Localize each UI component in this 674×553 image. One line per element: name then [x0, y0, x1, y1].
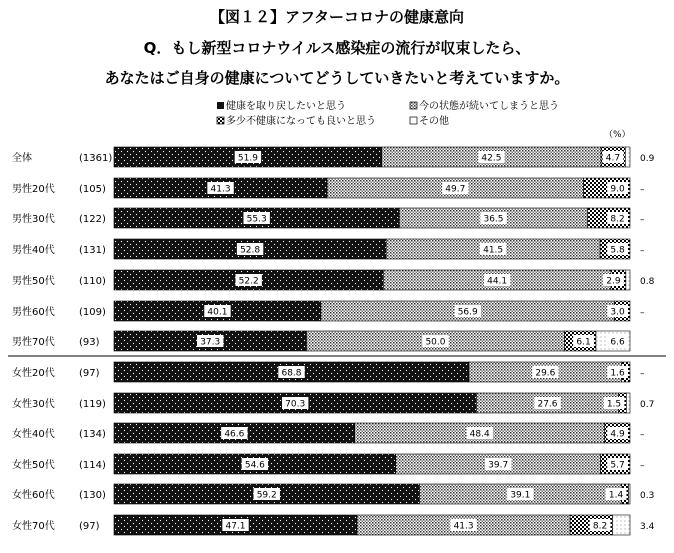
value-label: 5.7: [610, 460, 625, 471]
sample-size-label: (93): [79, 337, 100, 348]
value-label: 56.9: [457, 307, 478, 318]
value-label: 41.3: [210, 184, 231, 195]
category-label: 女性60代: [12, 490, 55, 501]
value-label: 44.1: [487, 276, 508, 287]
other-value-label: –: [640, 215, 645, 225]
value-label: 29.6: [535, 368, 556, 379]
value-label: 4.7: [605, 153, 621, 164]
sample-size-label: (109): [79, 307, 106, 318]
category-label: 男性70代: [12, 337, 55, 348]
value-label: 50.0: [425, 337, 446, 348]
other-value-label: 0.3: [640, 491, 655, 501]
value-label: 52.8: [240, 245, 261, 256]
value-label: 5.8: [610, 245, 625, 256]
value-label: 6.6: [610, 337, 625, 348]
sample-size-label: (110): [79, 276, 106, 287]
legend-swatch-4: [410, 117, 417, 124]
other-value-label: –: [640, 308, 645, 318]
value-label: 2.9: [606, 276, 621, 287]
sample-size-label: (1361): [79, 153, 113, 164]
sample-size-label: (122): [79, 214, 106, 225]
value-label: 59.2: [256, 490, 277, 501]
value-label: 6.1: [576, 337, 591, 348]
category-label: 女性30代: [12, 399, 55, 410]
category-label: 女性20代: [12, 368, 55, 379]
other-value-label: 0.7: [640, 400, 655, 410]
unit-label: （%）: [604, 130, 631, 140]
value-label: 9.0: [610, 184, 625, 195]
sample-size-label: (119): [79, 399, 106, 410]
sample-size-label: (97): [79, 521, 100, 532]
value-label: 49.7: [445, 184, 466, 195]
category-label: 男性30代: [12, 214, 55, 225]
bar-segment-4: [626, 270, 630, 290]
value-label: 39.1: [510, 490, 531, 501]
bar-segment-4: [628, 484, 630, 504]
value-label: 54.6: [244, 460, 265, 471]
value-label: 27.6: [537, 399, 558, 410]
other-value-label: 3.4: [640, 522, 655, 532]
legend-swatch-3: [217, 117, 224, 124]
other-value-label: –: [640, 430, 645, 440]
value-label: 36.5: [483, 214, 504, 225]
legend: [217, 99, 559, 127]
other-value-label: –: [640, 369, 645, 379]
other-value-label: 0.9: [640, 154, 655, 164]
value-label: 1.6: [610, 368, 625, 379]
legend-label-1: 健康を取り戻したいと思う: [226, 101, 346, 112]
value-label: 68.8: [281, 368, 302, 379]
value-label: 1.5: [606, 399, 622, 410]
sample-size-label: (134): [79, 429, 106, 440]
sample-size-label: (105): [79, 184, 106, 195]
value-label: 40.1: [207, 307, 228, 318]
category-label: 女性70代: [12, 521, 55, 532]
other-value-label: 0.8: [640, 277, 655, 287]
category-label: 女性50代: [12, 460, 55, 471]
category-label: 男性60代: [12, 307, 55, 318]
sample-size-label: (97): [79, 368, 100, 379]
value-label: 8.2: [610, 214, 625, 225]
value-label: 48.4: [469, 429, 490, 440]
legend-label-4: その他: [419, 116, 449, 127]
category-label: 全体: [12, 153, 32, 164]
value-label: 37.3: [200, 337, 221, 348]
value-label: 1.4: [608, 490, 624, 501]
category-label: 男性20代: [12, 184, 55, 195]
value-label: 70.3: [285, 399, 306, 410]
value-label: 3.0: [610, 307, 625, 318]
value-label: 46.6: [224, 429, 245, 440]
chart-subtitle-1: Q．もし新型コロナウイルス感染症の流行が収束したら、: [143, 39, 531, 57]
value-label: 55.3: [246, 214, 267, 225]
value-label: 41.3: [453, 521, 474, 532]
category-label: 男性40代: [12, 245, 55, 256]
chart-subtitle-2: あなたはご自身の健康についてどうしていきたいと考えていますか。: [104, 69, 570, 87]
bar-segment-4: [626, 393, 630, 413]
other-value-label: –: [640, 461, 645, 471]
value-label: 42.5: [481, 153, 502, 164]
category-label: 男性50代: [12, 276, 55, 287]
other-value-label: –: [640, 185, 645, 195]
sample-size-label: (131): [79, 245, 106, 256]
value-label: 51.9: [237, 153, 258, 164]
legend-label-3: 多少不健康になっても良いと思う: [226, 116, 376, 127]
legend-label-2: 今の状態が続いてしまうと思う: [419, 101, 559, 112]
legend-swatch-1: [217, 102, 224, 109]
bar-segment-4: [625, 147, 630, 167]
value-label: 4.9: [610, 429, 625, 440]
value-label: 39.7: [488, 460, 509, 471]
category-label: 女性40代: [12, 429, 55, 440]
value-label: 41.5: [483, 245, 504, 256]
bar-segment-4: [612, 515, 630, 535]
value-label: 8.2: [592, 521, 608, 532]
value-label: 52.2: [238, 276, 259, 287]
legend-swatch-2: [410, 102, 417, 109]
value-label: 47.1: [225, 521, 246, 532]
sample-size-label: (114): [79, 460, 106, 471]
other-value-label: –: [640, 246, 645, 256]
bar-rows: [12, 147, 655, 535]
sample-size-label: (130): [79, 490, 106, 501]
chart-title: 【図１２】アフターコロナの健康意向: [210, 8, 464, 26]
